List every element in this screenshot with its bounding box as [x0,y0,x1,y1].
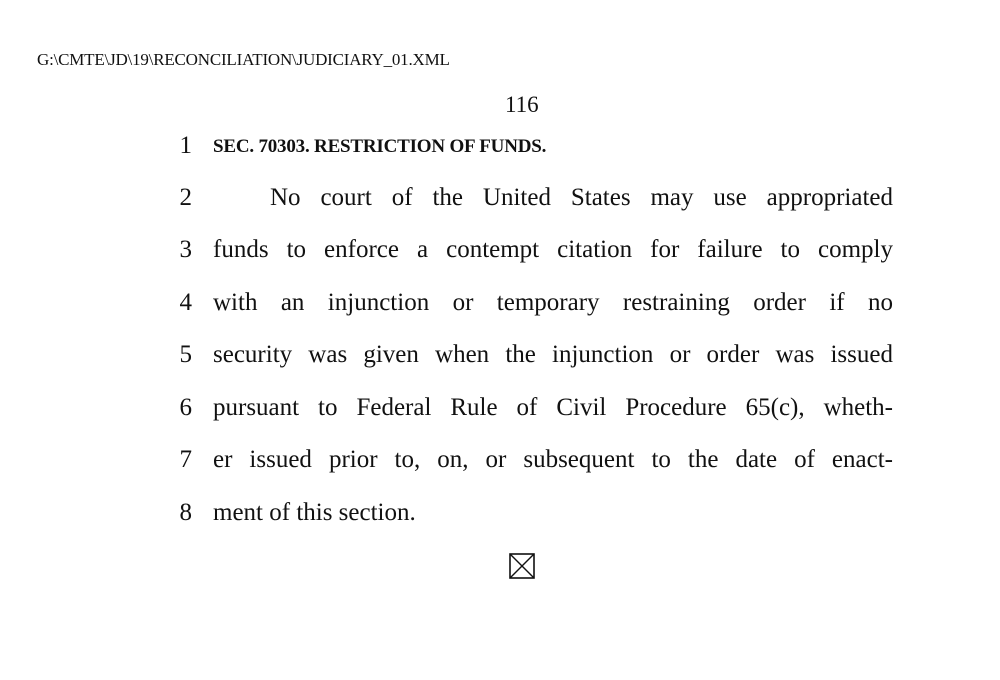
line-number: 7 [179,446,192,473]
line-text: security was given when the injunction or order was issued [213,341,893,368]
bill-line-8 [0,499,1000,539]
file-path: G:\CMTE\JD\19\RECONCILIATION\JUDICIARY_01.XML [37,50,450,69]
line-number: 8 [179,499,192,526]
line-text: with an injunction or temporary restraining order if no [213,289,893,316]
page-number: 116 [505,92,539,117]
boxed-x-icon [509,553,535,579]
line-text: No court of the United States may use appropriated [270,184,893,211]
section-heading: SEC. 70303. RESTRICTION OF FUNDS. [213,136,547,157]
bill-line-3 [0,236,1000,276]
bill-line-5 [0,341,1000,381]
line-text: pursuant to Federal Rule of Civil Procedure 65(c), wheth- [213,394,893,421]
line-number: 5 [179,341,192,368]
line-number: 2 [179,184,192,211]
bill-line-2 [0,184,1000,224]
line-text: funds to enforce a contempt citation for failure to comply [213,236,893,263]
line-text: er issued prior to, on, or subsequent to the date of enact- [213,446,893,473]
line-text: ment of this section. [213,499,416,526]
line-number: 3 [179,236,192,263]
line-number: 4 [179,289,192,316]
line-number: 6 [179,394,192,421]
bill-line-1 [0,132,1000,172]
bill-line-7 [0,446,1000,486]
line-number: 1 [179,132,192,159]
bill-line-4 [0,289,1000,329]
bill-line-6 [0,394,1000,434]
